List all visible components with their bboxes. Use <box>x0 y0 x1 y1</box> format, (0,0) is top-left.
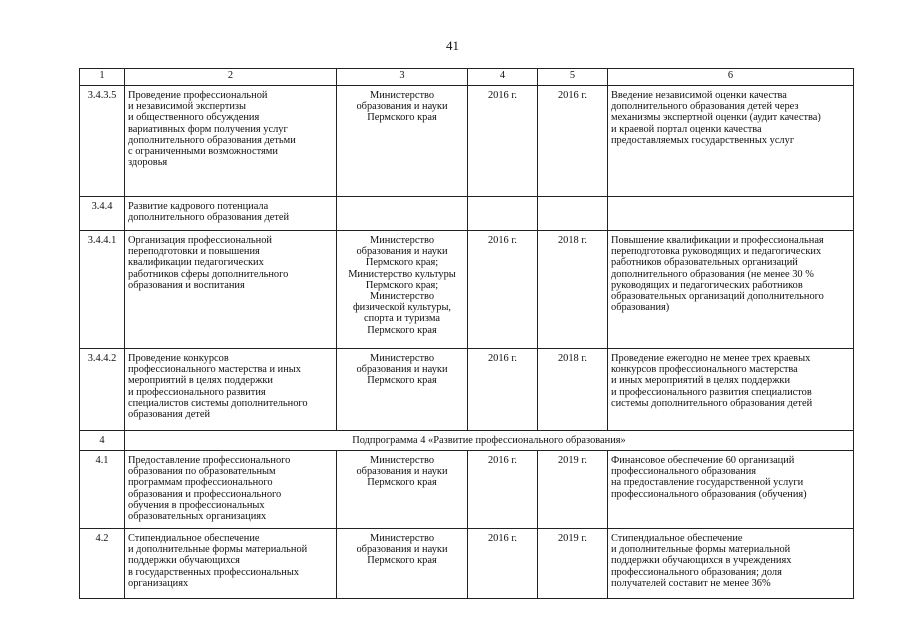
item-title-line: вариативных форм получения услуг <box>128 123 288 135</box>
responsible-executor-line: Министерство <box>369 90 435 101</box>
item-title-line: и дополнительные формы материальной <box>128 544 308 556</box>
item-title-line: дополнительного образования детьми <box>128 134 296 146</box>
item-title-line: образования детей <box>128 409 211 421</box>
responsible-executor-line: Министерство <box>369 235 435 246</box>
column-number: 5 <box>538 69 608 86</box>
start-year: 2016 г. <box>468 86 538 197</box>
end-year: 2018 г. <box>538 349 608 431</box>
item-title-line: Стипендиальное обеспечение <box>128 533 260 544</box>
expected-result-line: и дополнительные формы материальной <box>611 544 791 556</box>
subprogram-title: Подпрограмма 4 «Развитие профессионального образования» <box>125 431 854 451</box>
expected-result-line: руководящих и педагогических работников <box>611 279 803 291</box>
expected-result <box>608 86 854 197</box>
expected-result-line: системы дополнительного образования детей <box>611 397 813 409</box>
end-year: 2019 г. <box>538 529 608 599</box>
item-title-line: образования и воспитания <box>128 279 245 291</box>
item-title-line: образования и профессионального <box>128 488 282 500</box>
expected-result-line: предоставляемых государственных услуг <box>611 134 795 146</box>
page-number: 41 <box>446 38 459 53</box>
responsible-executor-line: Министерство <box>369 455 435 466</box>
item-title-line: мероприятий в целях поддержки <box>128 375 273 387</box>
expected-result-line: профессионального образования <box>611 466 757 478</box>
responsible-executor-line: Пермского края <box>367 324 437 336</box>
responsible-executor-line: Пермского края <box>367 375 437 387</box>
expected-result-line: Повышение квалификации и профессиональная <box>611 235 824 246</box>
table-row <box>80 451 854 529</box>
end-year <box>538 197 608 231</box>
item-title <box>125 86 337 197</box>
responsible-executor-line: Пермского края; <box>365 257 439 269</box>
start-year: 2016 г. <box>468 231 538 349</box>
column-number: 2 <box>125 69 337 86</box>
expected-result-line: профессионального образования; доля <box>611 566 782 578</box>
item-title-line: обучения в профессиональных <box>128 499 265 511</box>
item-title-line: Проведение конкурсов <box>128 353 229 364</box>
item-title-line: здоровья <box>128 157 168 169</box>
item-title <box>125 451 337 529</box>
item-number: 3.4.4.2 <box>80 349 125 431</box>
expected-result-line: работников образовательных организаций <box>611 257 798 269</box>
responsible-executor-line: спорта и туризма <box>364 313 440 325</box>
item-title-line: работников сферы дополнительного <box>128 268 289 280</box>
item-title-line: Развитие кадрового потенциала <box>128 201 269 212</box>
responsible-executor-line: Министерство <box>369 291 435 303</box>
item-number: 4.2 <box>80 529 125 599</box>
expected-result-line: образовательных организаций дополнительного <box>611 291 824 303</box>
responsible-executor-line: Министерство культуры <box>348 268 456 280</box>
item-title <box>125 349 337 431</box>
item-title-line: и независимой экспертизы <box>128 101 247 113</box>
start-year: 2016 г. <box>468 529 538 599</box>
expected-result-line: и иных мероприятий в целях поддержки <box>611 375 791 387</box>
expected-result-line: Проведение ежегодно не менее трех краевых <box>611 353 811 364</box>
column-number: 1 <box>80 69 125 86</box>
item-number: 4.1 <box>80 451 125 529</box>
table-row <box>80 529 854 599</box>
subprogram-row <box>80 431 854 451</box>
responsible-executor-line: образования и науки <box>356 544 448 556</box>
item-title <box>125 529 337 599</box>
expected-result-line: Финансовое обеспечение 60 организаций <box>611 455 795 466</box>
item-number: 3.4.3.5 <box>80 86 125 197</box>
expected-result <box>608 529 854 599</box>
responsible-executor-line: Министерство <box>369 533 435 544</box>
item-title-line: в государственных профессиональных <box>128 566 300 578</box>
column-number: 3 <box>337 69 468 86</box>
expected-result-line: механизмы экспертной оценки (аудит качества) <box>611 112 821 124</box>
start-year <box>468 197 538 231</box>
item-title-line: переподготовки и повышения <box>128 246 260 258</box>
item-title-line: организациях <box>128 577 189 589</box>
expected-result-line: Стипендиальное обеспечение <box>611 533 743 544</box>
expected-result <box>608 349 854 431</box>
column-number: 4 <box>468 69 538 86</box>
responsible-executor <box>337 349 468 431</box>
responsible-executor-line: физической культуры, <box>352 302 452 314</box>
responsible-executor-line: Пермского края <box>367 555 437 567</box>
item-title-line: Организация профессиональной <box>128 235 272 246</box>
table-row <box>80 231 854 349</box>
responsible-executor <box>337 86 468 197</box>
item-number: 3.4.4.1 <box>80 231 125 349</box>
responsible-executor-line: образования и науки <box>356 466 448 478</box>
expected-result-line: на предоставление государственной услуги <box>611 477 804 489</box>
table-row <box>80 86 854 197</box>
end-year: 2019 г. <box>538 451 608 529</box>
item-title-line: и профессионального развития <box>128 386 266 398</box>
responsible-executor <box>337 529 468 599</box>
responsible-executor-line: образования и науки <box>356 101 448 113</box>
table-row <box>80 349 854 431</box>
item-title-line: программам профессионального <box>128 477 273 489</box>
column-number-row <box>80 69 854 86</box>
start-year: 2016 г. <box>468 349 538 431</box>
responsible-executor-line: образования и науки <box>356 246 448 258</box>
item-title-line: поддержки обучающихся <box>128 555 240 567</box>
responsible-executor-line: образования и науки <box>356 364 448 376</box>
expected-result-line: и профессионального развития специалистов <box>611 386 812 398</box>
start-year: 2016 г. <box>468 451 538 529</box>
subprogram-number: 4 <box>80 431 125 451</box>
responsible-executor <box>337 231 468 349</box>
column-number: 6 <box>608 69 854 86</box>
item-title <box>125 197 337 231</box>
expected-result-line: дополнительного образования (не менее 30 % <box>611 268 814 280</box>
item-title-line: Предоставление профессионального <box>128 455 291 466</box>
item-title-line: профессионального мастерства и иных <box>128 364 301 376</box>
item-title-line: Проведение профессиональной <box>128 90 268 101</box>
expected-result-line: поддержки обучающихся в учреждениях <box>611 555 792 567</box>
item-title-line: специалистов системы дополнительного <box>128 397 308 409</box>
end-year: 2018 г. <box>538 231 608 349</box>
expected-result-line: и краевой портал оценки качества <box>611 123 762 135</box>
responsible-executor <box>337 451 468 529</box>
end-year: 2016 г. <box>538 86 608 197</box>
expected-result <box>608 231 854 349</box>
expected-result-line: дополнительного образования детей через <box>611 101 799 113</box>
expected-result-line: получателей составит не менее 36% <box>611 577 771 589</box>
expected-result-line: Введение независимой оценки качества <box>611 90 787 101</box>
expected-result-line: переподготовка руководящих и педагогических <box>611 246 822 258</box>
expected-result <box>608 451 854 529</box>
item-number: 3.4.4 <box>80 197 125 231</box>
item-title <box>125 231 337 349</box>
responsible-executor-line: Министерство <box>369 353 435 364</box>
item-title-line: и общественного обсуждения <box>128 112 260 124</box>
responsible-executor <box>337 197 468 231</box>
item-title-line: образования по образовательным <box>128 466 276 478</box>
item-title-line: с ограниченными возможностями <box>128 146 278 158</box>
expected-result <box>608 197 854 231</box>
expected-result-line: образования) <box>611 302 670 314</box>
item-title-line: образовательных организациях <box>128 511 267 523</box>
item-title-line: квалификации педагогических <box>128 257 264 269</box>
expected-result-line: профессионального образования (обучения) <box>611 488 807 500</box>
table-row <box>80 197 854 231</box>
responsible-executor-line: Пермского края; <box>365 279 439 291</box>
responsible-executor-line: Пермского края <box>367 112 437 124</box>
measures-table <box>79 68 854 599</box>
expected-result-line: конкурсов профессионального мастерства <box>611 364 798 376</box>
responsible-executor-line: Пермского края <box>367 477 437 489</box>
item-title-line: дополнительного образования детей <box>128 212 290 224</box>
